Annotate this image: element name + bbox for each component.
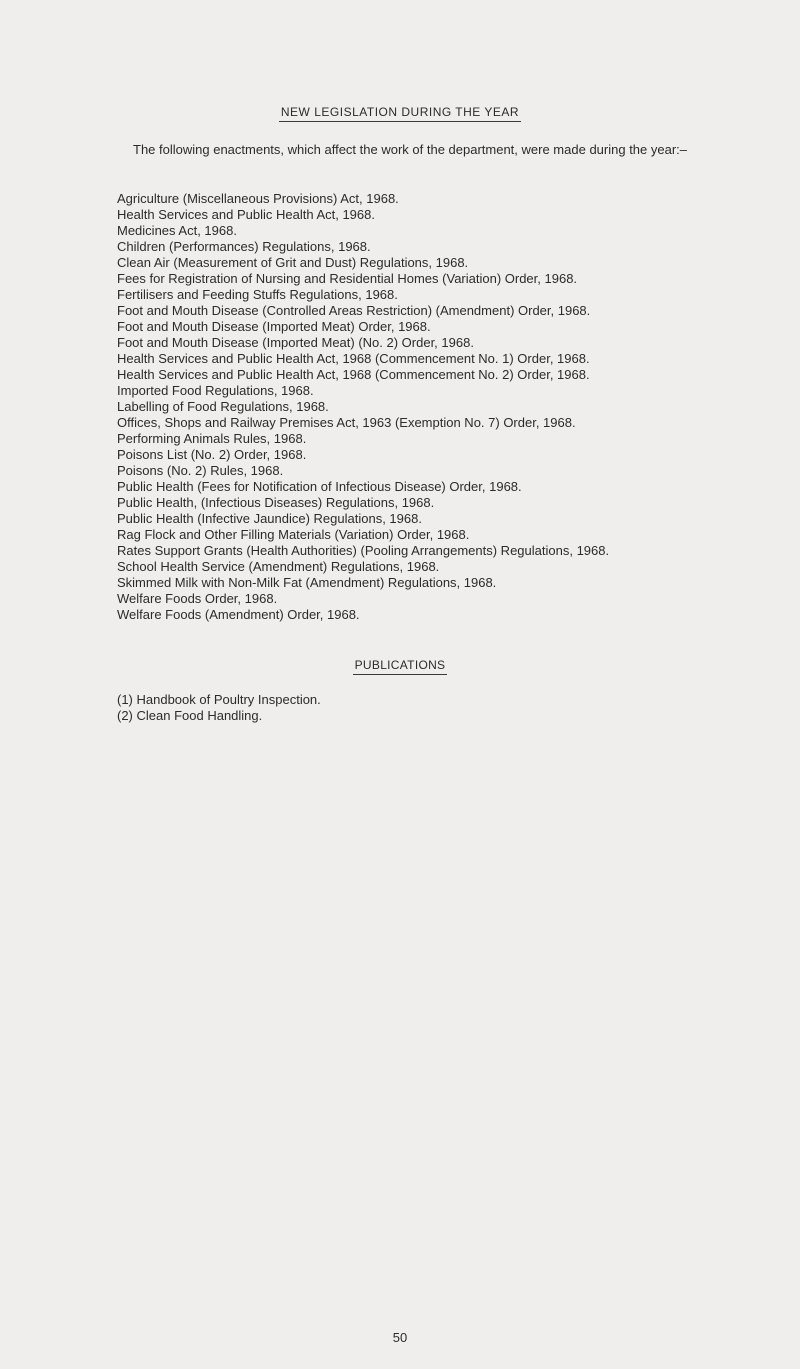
publications-heading-text: PUBLICATIONS	[353, 658, 448, 675]
list-item: Fees for Registration of Nursing and Residential Homes (Variation) Order, 1968.	[117, 271, 578, 286]
list-item: Public Health, (Infectious Diseases) Regulations, 1968.	[117, 495, 435, 510]
list-item: Rates Support Grants (Health Authorities) (Pooling Arrangements) Regulations, 1968.	[117, 543, 610, 558]
list-item: Foot and Mouth Disease (Imported Meat) (No. 2) Order, 1968.	[117, 335, 474, 350]
list-item: Foot and Mouth Disease (Controlled Areas Restriction) (Amendment) Order, 1968.	[117, 303, 591, 318]
list-item: Health Services and Public Health Act, 1968 (Commencement No. 2) Order, 1968.	[117, 367, 590, 382]
list-item: School Health Service (Amendment) Regulations, 1968.	[117, 559, 440, 574]
list-item: Welfare Foods Order, 1968.	[117, 591, 278, 606]
list-item: Clean Air (Measurement of Grit and Dust) Regulations, 1968.	[117, 255, 469, 270]
legislation-intro: The following enactments, which affect the work of the department, were made during the year:–	[133, 142, 688, 157]
legislation-heading	[0, 105, 800, 122]
list-item: Welfare Foods (Amendment) Order, 1968.	[117, 607, 360, 622]
list-item: Poisons List (No. 2) Order, 1968.	[117, 447, 307, 462]
list-item: Poisons (No. 2) Rules, 1968.	[117, 463, 284, 478]
legislation-heading-text: NEW LEGISLATION DURING THE YEAR	[279, 105, 521, 122]
list-item: Public Health (Fees for Notification of Infectious Disease) Order, 1968.	[117, 479, 522, 494]
list-item: Health Services and Public Health Act, 1968 (Commencement No. 1) Order, 1968.	[117, 351, 590, 366]
list-item: Performing Animals Rules, 1968.	[117, 431, 307, 446]
publications-heading	[0, 658, 800, 675]
list-item: Offices, Shops and Railway Premises Act, 1963 (Exemption No. 7) Order, 1968.	[117, 415, 576, 430]
page-number: 50	[392, 1330, 408, 1345]
list-item: Labelling of Food Regulations, 1968.	[117, 399, 329, 414]
publications-list	[117, 692, 321, 724]
list-item: (2) Clean Food Handling.	[117, 708, 263, 723]
list-item: Public Health (Infective Jaundice) Regulations, 1968.	[117, 511, 422, 526]
list-item: Agriculture (Miscellaneous Provisions) Act, 1968.	[117, 191, 399, 206]
list-item: Fertilisers and Feeding Stuffs Regulations, 1968.	[117, 287, 398, 302]
enactments-list	[117, 191, 609, 623]
list-item: Skimmed Milk with Non-Milk Fat (Amendment) Regulations, 1968.	[117, 575, 497, 590]
list-item: Medicines Act, 1968.	[117, 223, 237, 238]
list-item: Foot and Mouth Disease (Imported Meat) Order, 1968.	[117, 319, 431, 334]
list-item: Rag Flock and Other Filling Materials (Variation) Order, 1968.	[117, 527, 470, 542]
list-item: Health Services and Public Health Act, 1968.	[117, 207, 375, 222]
list-item: (1) Handbook of Poultry Inspection.	[117, 692, 321, 707]
list-item: Children (Performances) Regulations, 1968.	[117, 239, 371, 254]
list-item: Imported Food Regulations, 1968.	[117, 383, 314, 398]
